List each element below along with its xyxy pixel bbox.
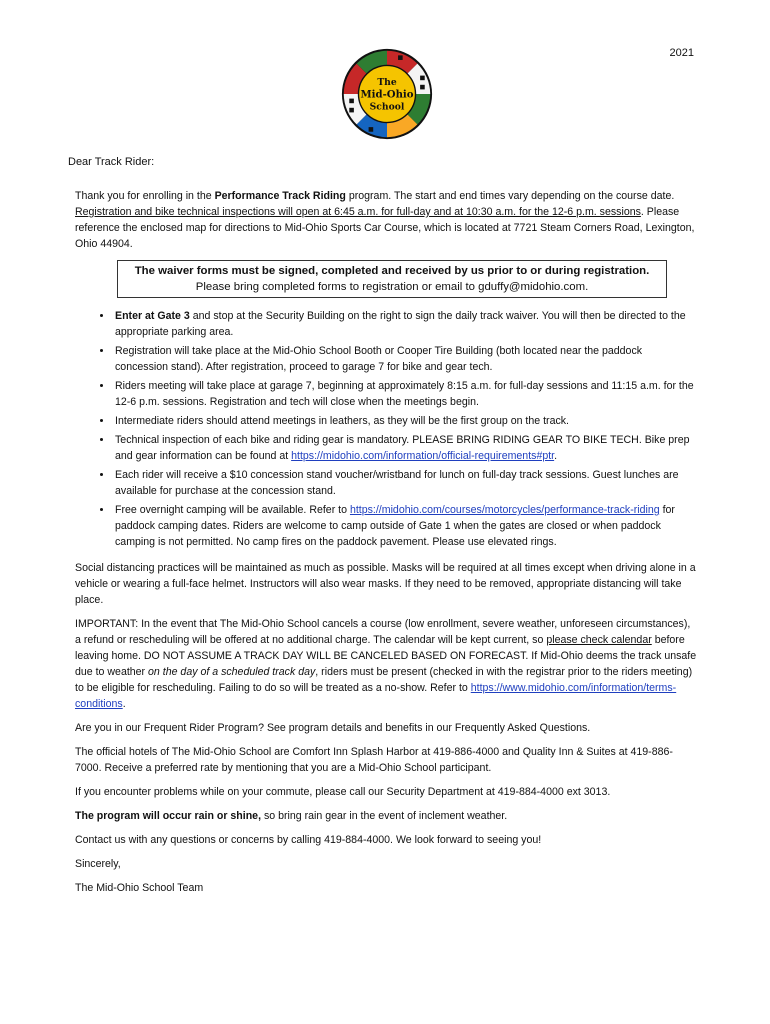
- waiver-notice-title: The waiver forms must be signed, completed and received by us prior to or during registration.: [134, 265, 650, 277]
- list-item: • Riders meeting will take place at garage 7, beginning at approximately 8:15 a.m. for full-day sessions and 11:15 a.m. for the 12-6 p.m. sessions. Registration and tech will close when the meetings begin.: [113, 378, 697, 410]
- important-paragraph: IMPORTANT: In the event that The Mid-Ohio School cancels a course (low enrollment, severe weather, unforeseen circumstances), a refund or rescheduling will be offered at no additional charge. The calendar will be kept current, so please check calendar before leaving home. DO NOT ASSUME A TRACK DAY WILL BE CANCELED BASED ON FORECAST. If Mid-Ohio deems the track unsafe due to weather on the day of a scheduled track day, riders must be present (checked in with the registrar prior to the riders meeting) to be eligible for rescheduling. Failing to do so will be treated as a no-show. Refer to https://www.midohio.com/information/terms-conditions.: [75, 618, 697, 710]
- instructions-list: [75, 308, 697, 550]
- list-item: • Enter at Gate 3 and stop at the Security Building on the right to sign the daily track waiver. You will then be directed to the appropriate parking area.: [113, 308, 697, 340]
- registration-times: Registration and bike technical inspections will open at 6:45 a.m. for full-day and at 10:30 a.m. for the 12-6 p.m. sessions: [75, 206, 641, 218]
- performance-track-riding-link[interactable]: https://midohio.com/courses/motorcycles/performance-track-riding: [349, 504, 660, 516]
- social-distancing-paragraph: Social distancing practices will be maintained as much as possible. Masks will be required at all times except when driving alone in a vehicle or wearing a full-face helmet. Instructors will also wear masks. If they need to be removed, appropriate distancing will take place.: [75, 562, 696, 606]
- letter-year: 2021: [669, 47, 694, 59]
- list-item: • Free overnight camping will be available. Refer to https://midohio.com/courses/motorcycles/performance-track-riding for paddock camping dates. Riders are welcome to camp outside of Gate 1 when the gates are closed or when paddock camping is not permitted. No camp fires on the paddock pavement. Please use elevated rings.: [113, 502, 697, 550]
- list-item: • Technical inspection of each bike and riding gear is mandatory. PLEASE BRING RIDING GEAR TO BIKE TECH. Bike prep and gear information can be found at https://midohio.com/information/official-requirements#ptr.: [113, 432, 697, 464]
- program-name: Performance Track Riding: [214, 190, 346, 202]
- mid-ohio-school-logo: [341, 48, 433, 140]
- intro-paragraph: Thank you for enrolling in the Performance Track Riding program. The start and end times vary depending on the course date. Registration and bike technical inspections will open at 6:45 a.m. for full-day and at 10:30 a.m. for the 12-6 p.m. sessions. Please reference the enclosed map for directions to Mid-Ohio Sports Car Course, which is located at 7721 Steam Corners Road, Lexington, Ohio 44904.: [75, 190, 695, 250]
- letter-body: [75, 188, 697, 904]
- salutation: Dear Track Rider:: [68, 156, 155, 168]
- list-item: • Registration will take place at the Mid-Ohio School Booth or Cooper Tire Building (both located near the paddock concession stand). After registration, proceed to garage 7 for bike and gear tech.: [113, 343, 697, 375]
- logo-text-the: The: [377, 76, 397, 88]
- rain-paragraph: The program will occur rain or shine, so bring rain gear in the event of inclement weather.: [75, 810, 508, 822]
- frequent-rider-paragraph: Are you in our Frequent Rider Program? See program details and benefits in our Frequently Asked Questions.: [75, 722, 591, 734]
- check-calendar-text: please check calendar: [546, 634, 652, 646]
- logo-text-school: School: [369, 101, 405, 113]
- list-item: • Intermediate riders should attend meetings in leathers, as they will be the first group on the track.: [113, 413, 697, 429]
- closing: Sincerely,: [75, 858, 121, 870]
- logo-text-mid-ohio: Mid-Ohio: [360, 88, 414, 101]
- terms-conditions-link[interactable]: https://www.midohio.com/information/terms-conditions: [75, 682, 677, 710]
- contact-paragraph: Contact us with any questions or concerns by calling 419-884-4000. We look forward to seeing you!: [75, 834, 542, 846]
- hotels-paragraph: The official hotels of The Mid-Ohio School are Comfort Inn Splash Harbor at 419-886-4000 and Quality Inn & Suites at 419-886-7000. Receive a preferred rate by mentioning that you are a Mid-Ohio School participant.: [75, 746, 673, 774]
- security-paragraph: If you encounter problems while on your commute, please call our Security Department at 419-884-4000 ext 3013.: [75, 786, 611, 798]
- list-item: • Each rider will receive a $10 concession stand voucher/wristband for lunch on full-day track sessions. Guest lunches are available for purchase at the concession stand.: [113, 467, 697, 499]
- waiver-notice-box: [117, 260, 667, 298]
- signature: The Mid-Ohio School Team: [75, 882, 204, 894]
- waiver-notice-email: Please bring completed forms to registration or email to gduffy@midohio.com.: [195, 281, 589, 293]
- official-requirements-link[interactable]: https://midohio.com/information/official-requirements#ptr: [291, 450, 555, 462]
